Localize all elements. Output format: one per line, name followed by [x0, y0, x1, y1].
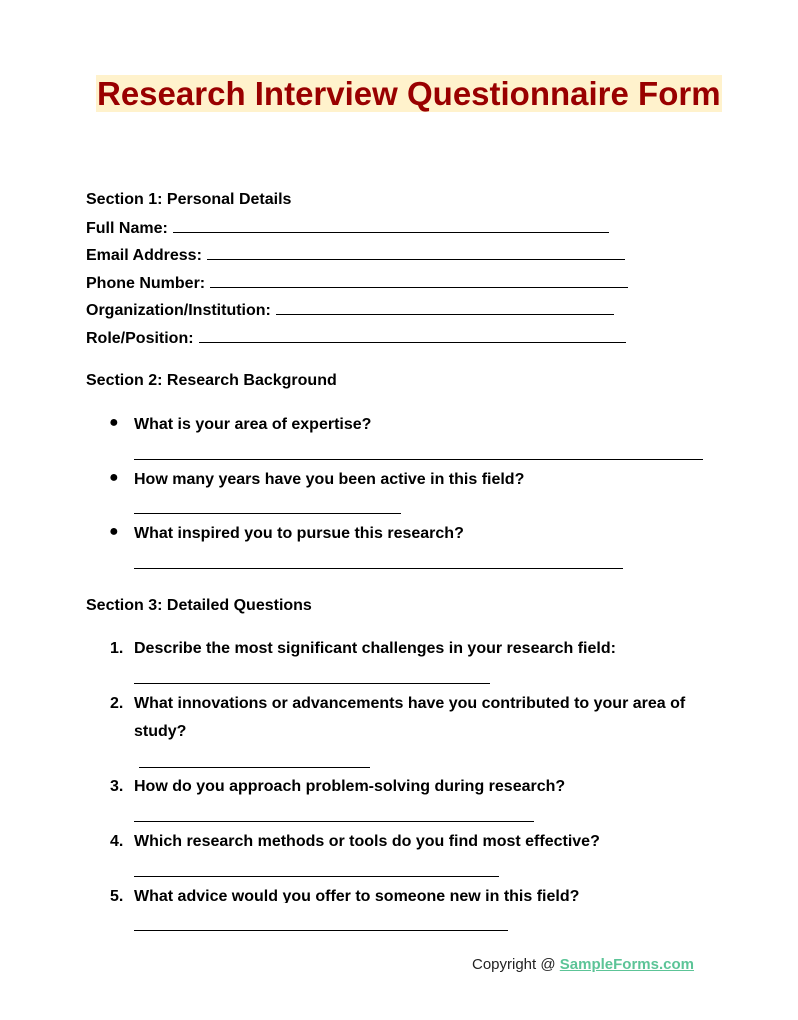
question: What inspired you to pursue this research? — [134, 525, 464, 542]
question-continuation: study? — [134, 723, 187, 740]
field-label: Organization/Institution: — [86, 302, 271, 319]
bullet-icon: ● — [109, 469, 119, 486]
answer-line[interactable] — [134, 513, 401, 514]
item-number: 3. — [110, 778, 124, 795]
answer-line[interactable] — [199, 328, 626, 343]
answer-line[interactable] — [207, 245, 625, 260]
bullet-icon: ● — [109, 414, 119, 431]
field-label: Full Name: — [86, 220, 168, 237]
bullet-icon: ● — [109, 523, 119, 540]
item-number: 2. — [110, 695, 124, 712]
section-2-heading: Section 2: Research Background — [86, 372, 337, 389]
answer-line[interactable] — [134, 568, 623, 569]
answer-line[interactable] — [173, 218, 609, 233]
item-number: 5. — [110, 888, 124, 903]
field-label: Email Address: — [86, 247, 202, 264]
answer-line[interactable] — [134, 876, 499, 877]
question: Which research methods or tools do you find most effective? — [134, 833, 600, 850]
email-field[interactable] — [86, 245, 625, 266]
answer-line[interactable] — [134, 930, 508, 931]
role-field[interactable] — [86, 328, 626, 349]
question: What is your area of expertise? — [134, 416, 372, 433]
question: How do you approach problem-solving during research? — [134, 778, 566, 795]
item-number: 4. — [110, 833, 124, 850]
answer-line[interactable] — [134, 459, 703, 460]
copyright-text: Copyright @ — [472, 956, 560, 973]
question: How many years have you been active in this field? — [134, 471, 525, 488]
question: Describe the most significant challenges in your research field: — [134, 640, 616, 657]
sampleforms-link[interactable]: SampleForms.com — [559, 956, 694, 973]
clipped-item-5 — [0, 885, 798, 903]
field-label: Role/Position: — [86, 330, 194, 347]
answer-line[interactable] — [139, 767, 370, 768]
copyright-footer — [472, 956, 694, 973]
phone-field[interactable] — [86, 273, 628, 294]
page-title: Research Interview Questionnaire Form — [97, 75, 721, 112]
answer-line[interactable] — [134, 683, 490, 684]
question: What innovations or advancements have you contributed to your area of — [134, 695, 686, 712]
answer-line[interactable] — [210, 273, 628, 288]
field-label: Phone Number: — [86, 275, 206, 292]
item-number: 1. — [110, 640, 124, 657]
section-3-heading: Section 3: Detailed Questions — [86, 597, 312, 614]
answer-line[interactable] — [276, 300, 614, 315]
section-1-heading: Section 1: Personal Details — [86, 191, 292, 208]
answer-line[interactable] — [134, 821, 534, 822]
organization-field[interactable] — [86, 300, 614, 321]
full-name-field[interactable] — [86, 218, 609, 239]
question: What advice would you offer to someone new in this field? — [134, 888, 580, 903]
